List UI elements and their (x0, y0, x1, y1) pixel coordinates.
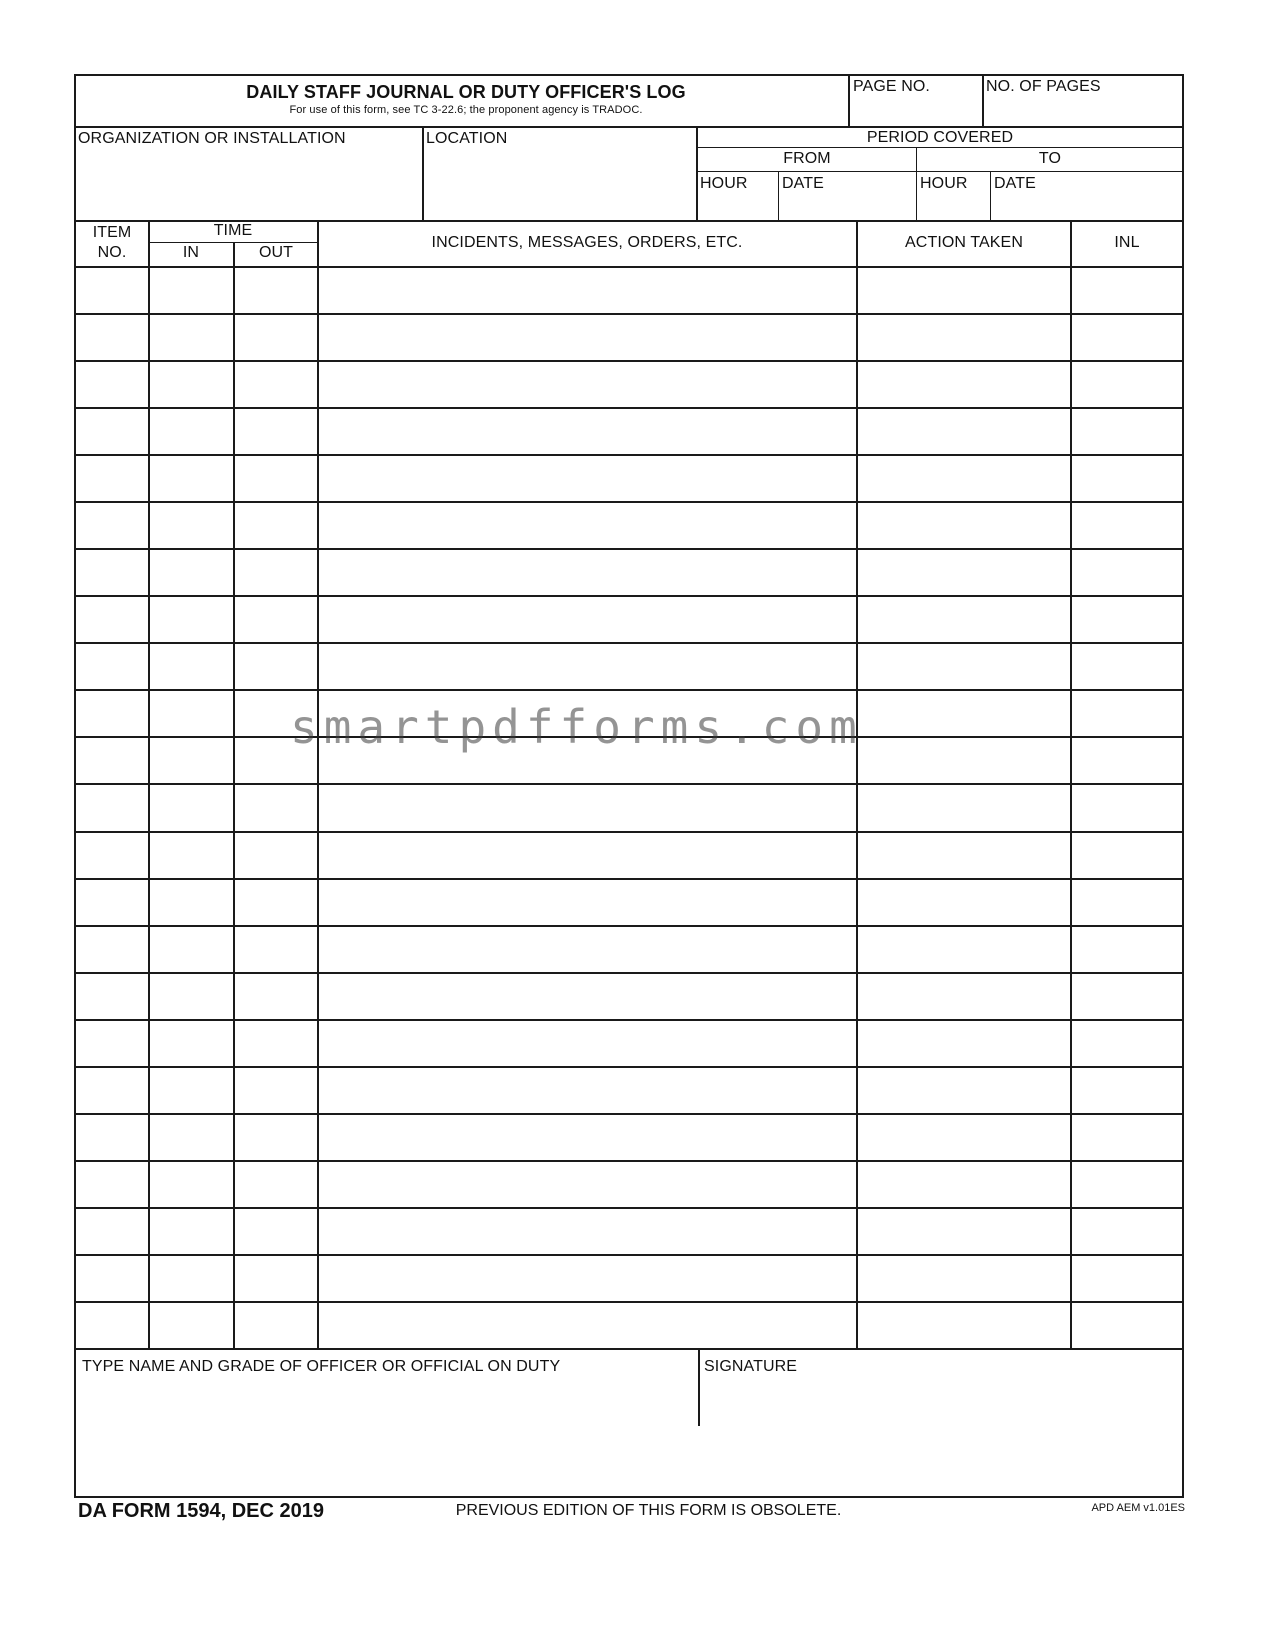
inl-cell[interactable] (1072, 597, 1182, 642)
organization-field[interactable] (76, 128, 422, 220)
to-label: TO (1038, 150, 1062, 167)
table-row (76, 550, 1182, 597)
inl-cell[interactable] (1072, 1162, 1182, 1207)
time-out-cell[interactable] (235, 315, 317, 360)
time-out-cell[interactable] (235, 597, 317, 642)
incidents-cell[interactable] (319, 315, 856, 360)
signature-label: SIGNATURE (704, 1358, 798, 1375)
table-row (76, 409, 1182, 456)
inl-cell[interactable] (1072, 503, 1182, 548)
time-label: TIME (213, 222, 253, 239)
time-out-cell[interactable] (235, 1115, 317, 1160)
incidents-cell[interactable] (319, 1303, 856, 1348)
page-no-label: PAGE NO. (853, 78, 930, 95)
inl-cell[interactable] (1072, 974, 1182, 1019)
time-out-cell[interactable] (235, 880, 317, 925)
inl-cell[interactable] (1072, 738, 1182, 783)
table-row (76, 880, 1182, 927)
signature-field[interactable] (700, 1352, 1182, 1426)
organization-label: ORGANIZATION OR INSTALLATION (78, 130, 346, 147)
inl-cell[interactable] (1072, 1021, 1182, 1066)
table-row (76, 315, 1182, 362)
no-of-pages-label: NO. OF PAGES (986, 78, 1101, 95)
action-taken-cell[interactable] (858, 1068, 1070, 1113)
inl-cell[interactable] (1072, 785, 1182, 830)
action-taken-cell[interactable] (858, 833, 1070, 878)
time-out-cell[interactable] (235, 1303, 317, 1348)
time-in-cell[interactable] (150, 268, 233, 313)
inl-cell[interactable] (1072, 691, 1182, 736)
action-taken-cell[interactable] (858, 1162, 1070, 1207)
table-row (76, 1021, 1182, 1068)
action-taken-cell[interactable] (858, 503, 1070, 548)
name-grade-label: TYPE NAME AND GRADE OF OFFICER OR OFFICIAL ON DUTY (82, 1358, 561, 1375)
from-date-field[interactable] (780, 173, 916, 220)
time-in-cell[interactable] (150, 880, 233, 925)
location-label: LOCATION (426, 130, 508, 147)
time-out-cell[interactable] (235, 927, 317, 972)
to-date-field[interactable] (992, 173, 1182, 220)
table-row (76, 1303, 1182, 1350)
time-in-cell[interactable] (150, 1068, 233, 1113)
table-row (76, 1115, 1182, 1162)
action-taken-cell[interactable] (858, 1209, 1070, 1254)
time-in-cell[interactable] (150, 597, 233, 642)
time-in-cell[interactable] (150, 1021, 233, 1066)
incidents-cell[interactable] (319, 409, 856, 454)
action-taken-cell[interactable] (858, 880, 1070, 925)
name-grade-field[interactable] (76, 1352, 698, 1426)
action-taken-cell[interactable] (858, 456, 1070, 501)
incidents-cell[interactable] (319, 362, 856, 407)
item-no-cell[interactable] (76, 1162, 148, 1207)
time-in-cell[interactable] (150, 833, 233, 878)
time-out-cell[interactable] (235, 644, 317, 689)
time-out-cell[interactable] (235, 1021, 317, 1066)
incidents-cell[interactable] (319, 597, 856, 642)
table-row (76, 833, 1182, 880)
table-row (76, 268, 1182, 315)
action-taken-cell[interactable] (858, 691, 1070, 736)
item-no-cell[interactable] (76, 738, 148, 783)
action-taken-cell[interactable] (858, 1021, 1070, 1066)
time-in-cell[interactable] (150, 550, 233, 595)
item-label: ITEM (92, 224, 132, 241)
inl-cell[interactable] (1072, 409, 1182, 454)
item-no-cell[interactable] (76, 691, 148, 736)
incidents-cell[interactable] (319, 456, 856, 501)
item-no-cell[interactable] (76, 409, 148, 454)
incidents-cell[interactable] (319, 644, 856, 689)
item-no-cell[interactable] (76, 644, 148, 689)
incidents-cell[interactable] (319, 1021, 856, 1066)
time-out-cell[interactable] (235, 1256, 317, 1301)
inl-cell[interactable] (1072, 833, 1182, 878)
table-row (76, 456, 1182, 503)
incidents-cell[interactable] (319, 785, 856, 830)
incidents-cell[interactable] (319, 833, 856, 878)
inl-cell[interactable] (1072, 880, 1182, 925)
da-form-1594 (74, 74, 1184, 1498)
inl-cell[interactable] (1072, 456, 1182, 501)
action-taken-cell[interactable] (858, 362, 1070, 407)
action-taken-cell[interactable] (858, 597, 1070, 642)
incidents-cell[interactable] (319, 1115, 856, 1160)
item-no-cell[interactable] (76, 456, 148, 501)
incidents-cell[interactable] (319, 268, 856, 313)
item-no-cell[interactable] (76, 1256, 148, 1301)
item-no-cell[interactable] (76, 1209, 148, 1254)
item-no-cell[interactable] (76, 268, 148, 313)
action-taken-cell[interactable] (858, 550, 1070, 595)
time-out-cell[interactable] (235, 785, 317, 830)
table-row (76, 1209, 1182, 1256)
incidents-cell[interactable] (319, 974, 856, 1019)
to-hour-field[interactable] (918, 173, 990, 220)
time-in-cell[interactable] (150, 1303, 233, 1348)
table-row (76, 1256, 1182, 1303)
action-taken-cell[interactable] (858, 644, 1070, 689)
time-out-cell[interactable] (235, 550, 317, 595)
item-no-cell[interactable] (76, 1068, 148, 1113)
incidents-cell[interactable] (319, 927, 856, 972)
time-out-cell[interactable] (235, 1162, 317, 1207)
table-row (76, 597, 1182, 644)
to-hour-label: HOUR (920, 175, 968, 192)
page-no-field[interactable] (850, 76, 982, 126)
form-title: DAILY STAFF JOURNAL OR DUTY OFFICER'S LOG (246, 82, 686, 102)
item-no-cell[interactable] (76, 880, 148, 925)
table-row (76, 927, 1182, 974)
time-out-cell[interactable] (235, 503, 317, 548)
item-no-cell[interactable] (76, 503, 148, 548)
inl-cell[interactable] (1072, 644, 1182, 689)
item-no-cell[interactable] (76, 362, 148, 407)
item-no-cell[interactable] (76, 833, 148, 878)
time-out-cell[interactable] (235, 974, 317, 1019)
time-out-cell[interactable] (235, 456, 317, 501)
time-in-cell[interactable] (150, 785, 233, 830)
time-in-cell[interactable] (150, 1256, 233, 1301)
action-taken-cell[interactable] (858, 927, 1070, 972)
action-taken-cell[interactable] (858, 1256, 1070, 1301)
version-note: APD AEM v1.01ES (1091, 1502, 1185, 1514)
inl-cell[interactable] (1072, 550, 1182, 595)
action-taken-label: ACTION TAKEN (905, 234, 1023, 251)
inl-label: INL (1114, 234, 1140, 251)
time-in-cell[interactable] (150, 315, 233, 360)
table-row (76, 503, 1182, 550)
location-field[interactable] (424, 128, 696, 220)
incidents-cell[interactable] (319, 550, 856, 595)
action-taken-cell[interactable] (858, 409, 1070, 454)
from-hour-field[interactable] (698, 173, 778, 220)
form-number: DA FORM 1594, DEC 2019 (78, 1500, 325, 1522)
table-row (76, 785, 1182, 832)
incidents-cell[interactable] (319, 1256, 856, 1301)
time-in-cell[interactable] (150, 409, 233, 454)
time-out-cell[interactable] (235, 268, 317, 313)
inl-cell[interactable] (1072, 1303, 1182, 1348)
table-row (76, 362, 1182, 409)
action-taken-cell[interactable] (858, 268, 1070, 313)
no-label: NO. (97, 244, 127, 261)
time-in-cell[interactable] (150, 503, 233, 548)
time-out-cell[interactable] (235, 833, 317, 878)
time-out-label: OUT (258, 244, 294, 261)
time-out-cell[interactable] (235, 1068, 317, 1113)
time-in-cell[interactable] (150, 1209, 233, 1254)
watermark: smartpdfforms.com (290, 700, 863, 754)
inl-cell[interactable] (1072, 268, 1182, 313)
inl-cell[interactable] (1072, 1115, 1182, 1160)
form-subtitle: For use of this form, see TC 3-22.6; the proponent agency is TRADOC. (289, 104, 643, 116)
action-taken-cell[interactable] (858, 1303, 1070, 1348)
incidents-cell[interactable] (319, 1162, 856, 1207)
item-no-cell[interactable] (76, 315, 148, 360)
time-out-cell[interactable] (235, 362, 317, 407)
table-row (76, 1068, 1182, 1115)
incidents-cell[interactable] (319, 880, 856, 925)
from-hour-label: HOUR (700, 175, 748, 192)
action-taken-cell[interactable] (858, 738, 1070, 783)
inl-cell[interactable] (1072, 1068, 1182, 1113)
inl-cell[interactable] (1072, 315, 1182, 360)
no-of-pages-field[interactable] (984, 76, 1182, 126)
incidents-cell[interactable] (319, 1068, 856, 1113)
time-in-cell[interactable] (150, 691, 233, 736)
log-table-body (76, 268, 1182, 1350)
from-label: FROM (783, 150, 831, 167)
time-in-cell[interactable] (150, 1162, 233, 1207)
action-taken-cell[interactable] (858, 785, 1070, 830)
time-in-cell[interactable] (150, 456, 233, 501)
table-row (76, 974, 1182, 1021)
time-in-cell[interactable] (150, 644, 233, 689)
action-taken-cell[interactable] (858, 1115, 1070, 1160)
inl-cell[interactable] (1072, 927, 1182, 972)
time-in-cell[interactable] (150, 974, 233, 1019)
action-taken-cell[interactable] (858, 315, 1070, 360)
item-no-cell[interactable] (76, 550, 148, 595)
item-no-cell[interactable] (76, 597, 148, 642)
item-no-cell[interactable] (76, 785, 148, 830)
period-covered-label: PERIOD COVERED (866, 129, 1014, 146)
previous-edition-note: PREVIOUS EDITION OF THIS FORM IS OBSOLETE. (455, 1502, 842, 1519)
item-no-cell[interactable] (76, 974, 148, 1019)
time-in-label: IN (182, 244, 200, 261)
to-date-label: DATE (994, 175, 1036, 192)
incidents-cell[interactable] (319, 503, 856, 548)
action-taken-cell[interactable] (858, 974, 1070, 1019)
from-date-label: DATE (782, 175, 824, 192)
inl-cell[interactable] (1072, 1256, 1182, 1301)
time-in-cell[interactable] (150, 362, 233, 407)
item-no-cell[interactable] (76, 1021, 148, 1066)
incidents-cell[interactable] (319, 1209, 856, 1254)
time-in-cell[interactable] (150, 1115, 233, 1160)
time-in-cell[interactable] (150, 927, 233, 972)
inl-cell[interactable] (1072, 1209, 1182, 1254)
time-out-cell[interactable] (235, 409, 317, 454)
item-no-cell[interactable] (76, 1115, 148, 1160)
incidents-label: INCIDENTS, MESSAGES, ORDERS, ETC. (431, 234, 743, 251)
item-no-cell[interactable] (76, 1303, 148, 1348)
table-row (76, 1162, 1182, 1209)
inl-cell[interactable] (1072, 362, 1182, 407)
time-in-cell[interactable] (150, 738, 233, 783)
item-no-cell[interactable] (76, 927, 148, 972)
time-out-cell[interactable] (235, 1209, 317, 1254)
table-row (76, 644, 1182, 691)
